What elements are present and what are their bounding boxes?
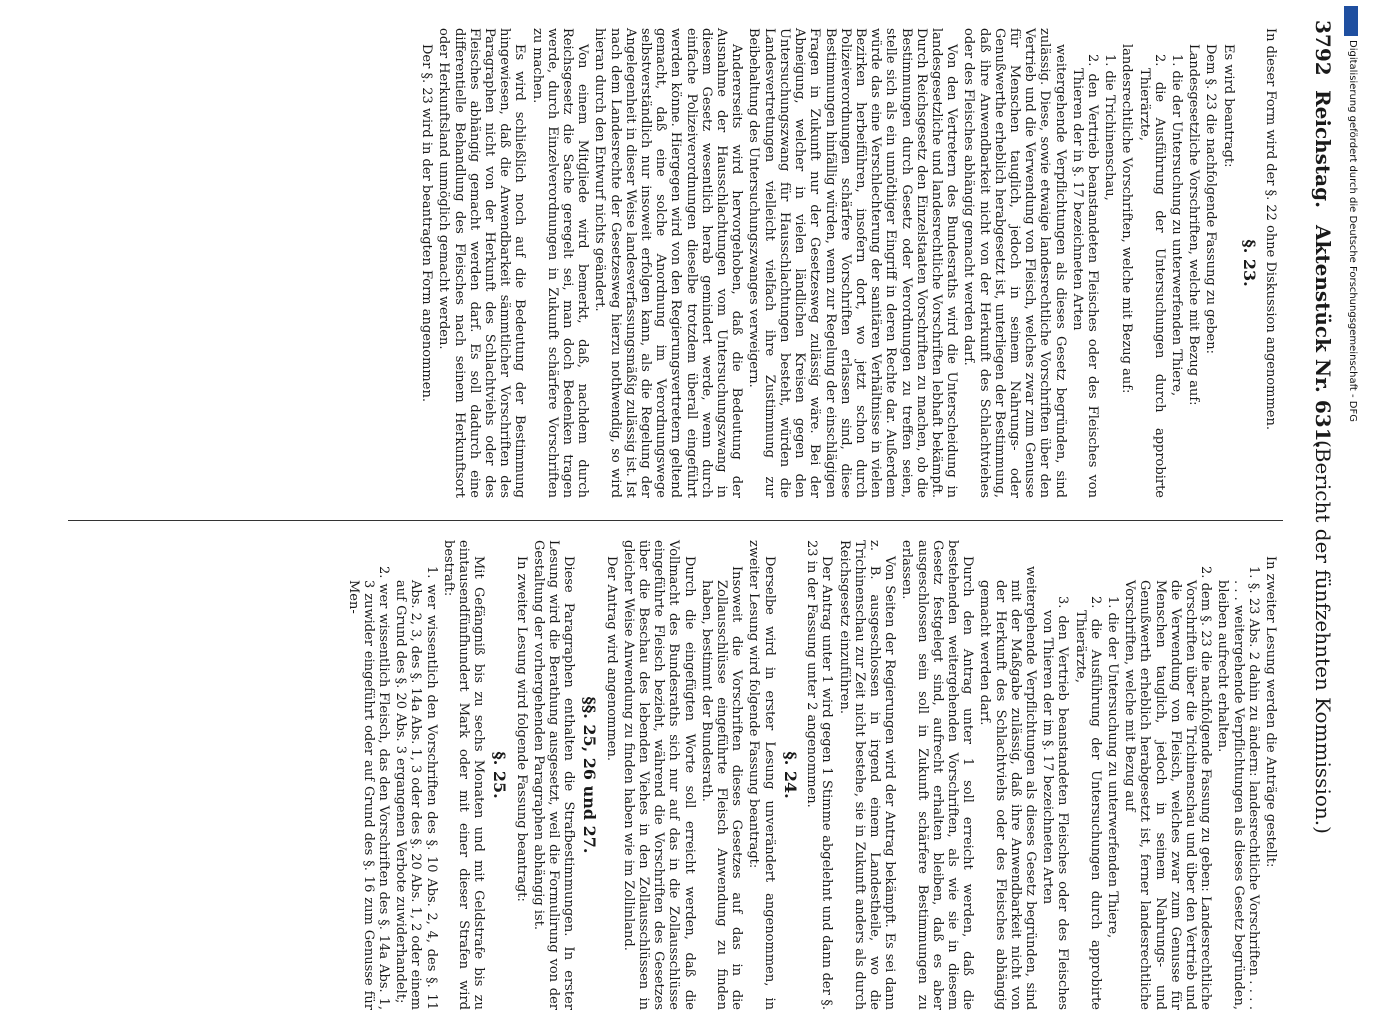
paragraph: Derselbe wird in erster Lesung unverändert angenommen, in zweiter Lesung wird folgende Fassung beantragt: bbox=[746, 540, 777, 1010]
column-divider bbox=[68, 520, 1283, 521]
list-item: 2. die Ausführung der Untersuchungen durch approbirte Thierärzte, bbox=[1136, 54, 1167, 498]
rotated-scan bbox=[58, 20, 1343, 1010]
list-item: 2. den Vertrieb beanstandeten Fleisches oder des Fleisches von Thieren der in §. 17 bezeichneten Arten bbox=[1069, 54, 1100, 498]
list-item: 2. wer wissentlich Fleisch, das den Vorschriften des §. 14a Abs. 1, 3 zuwider eingeführt oder auf Grund des §. 16 zum Genusse für Men- bbox=[345, 566, 392, 1010]
right-column bbox=[343, 540, 1278, 1010]
paragraph: In dieser Form wird der §. 22 ohne Diskussion angenommen. bbox=[1263, 28, 1278, 431]
paragraph: Diese Paragraphen enthalten die Strafbestimmungen. In erster Lesung wird die Berathung ausgesetzt, weil die Formulirung von der Gestaltung der vorhergehenden Paragraphen abhängig ist. bbox=[530, 540, 577, 1010]
list-item: 1. die Trichinenschau, bbox=[1102, 54, 1118, 201]
header-center-title: Aktenstück Nr. 631. bbox=[1311, 225, 1335, 449]
paragraph: Es wird beantragt: bbox=[1220, 44, 1236, 168]
paragraph: Der Antrag wird angenommen. bbox=[603, 556, 619, 762]
paragraph: Von Seiten der Regierungen wird der Antrag bekämpft. Es sei dann z. B. ausgeschlossen in irgend einem Landestheile, wo die Trichinenschau zur Zeit nicht bestehe, sie in Zukunft anders als durch Reichsgesetz einzuführen. bbox=[836, 540, 898, 1010]
page-number: 3792 bbox=[1311, 20, 1335, 76]
paragraph: Mit Gefängniß bis zu sechs Monaten und mit Geldstrafe bis zu eintausendfünfhundert Mark oder mit einer dieser Strafen wird bestraft: bbox=[440, 540, 487, 1010]
paragraph: Andererseits wird hervorgehoben, daß die Bedeutung der Ausnahme der Hausschlachtungen vom Untersuchungszwang in diesem Gesetz wesentlich herab gemindert werde, wenn durch einfache Polizeiverordnungen dieselbe trotzdem überall eingeführt werden könne. Hiergegen wird von den Regierungsvertretern geltend gemacht, daß eine solche Anordnung im Verordnungswege selbstverständlich nur insoweit erfolgen kann, als die Regelung der Angelegenheit in dieser Weise landesverfassungsmäßig zulässig ist. Ist nach dem Landesrechte der Gesetzesweg hierzu nothwendig, so wird hieran durch den Entwurf nichts geändert. bbox=[592, 28, 745, 498]
paragraph: Es wird schließlich noch auf die Bedeutung der Bestimmung hingewiesen, daß die Anwendbarkeit sämmtlicher Vorschriften des Paragraphen nicht von der Herkunft des Schlachtviehs oder des Fleisches abhängig gemacht werden darf. Es soll dadurch eine differentielle Behandlung des Fleisches nach seinem Herkunftsort oder Herkunftsland unmöglich gemacht werden. bbox=[436, 28, 528, 498]
list-item: 1. wer wissentlich den Vorschriften des §. 10 Abs. 2, 4, des §. 11 Abs. 2, 3, des §. 14a Abs. 1, 3 oder des §. 20 Abs. 1, 2 oder einem auf Grund des §. 20 Abs. 3 ergangenen Verbote zuwiderhandelt; bbox=[393, 566, 439, 1010]
header-right-title: (Bericht der fünfzehnten Kommission.) bbox=[1311, 440, 1335, 834]
section-heading: §. 23. bbox=[1239, 239, 1259, 287]
header-left-title: Reichstag. bbox=[1311, 90, 1335, 209]
section-heading: §. 25. bbox=[490, 751, 510, 799]
paragraph: In zweiter Lesung wird folgende Fassung beantragt: bbox=[513, 556, 529, 902]
paragraph: Landesgesetzliche Vorschriften, welche mit Bezug auf: bbox=[1186, 44, 1202, 406]
page-header bbox=[1293, 20, 1343, 980]
side-notice bbox=[1338, 40, 1368, 940]
list-item: 1. die der Untersuchung zu unterwerfenden Thiere, bbox=[1168, 54, 1184, 397]
paragraph: weitergehende Verpflichtungen als dieses Gesetz begründen, sind zulässig. Diese, sowie etwaige landesrechtliche Vorschriften über den Vertrieb und die Verwendung von Fleisch, welches zwar zum Genusse für Menschen tauglich, jedoch in seinem Nahrungs- oder Genußwerthe erheblich herabgesetzt ist, unterliegen der Bestimmung, daß ihre Anwendbarkeit nicht von der Herkunft des Schlachtviehes oder des Fleisches abhängig gemacht werden darf. bbox=[961, 28, 1068, 498]
paragraph: Von den Vertretern des Bundesraths wird die Unterscheidung in landesgesetzliche und landesrechtliche Vorschriften lebhaft bekämpft. Durch Reichsgesetz den Einzelstaaten Vorschriften zu machen, ob die Bestimmungen durch Gesetz oder Verordnungen zu treffen seien, stelle sich als ein unnöthiger Eingriff in deren Rechte dar. Außerdem würde das eine Verschlechterung der sanitären Verhältnisse in vielen Bezirken herbeiführen, insofern dort, wo jetzt schon durch Polizeiverordnungen schärfere Vorschriften erlassen sind, diese Bestimmungen hinfällig würden, wenn zur Regelung der einschlägigen Fragen in Zukunft nur der Gesetzesweg zulässig wäre. Bei der Abneigung, welcher in vielen ländlichen Kreisen gegen den Untersuchungszwang für Hausschlachtungen besteht, würden die Landesvertretungen vielleicht vielfach ihre Zustimmung zur Beibehaltung des Untersuchungszwanges verweigern. bbox=[746, 28, 960, 498]
paragraph: Von einem Mitgliede wird bemerkt, daß, nachdem durch Reichsgesetz die Sache geregelt sei, man doch Bedenken tragen werde, durch Einzelverordnungen in Zukunft schärfere Vorschriften zu machen. bbox=[529, 28, 591, 498]
paragraph: Durch den Antrag unter 1 soll erreicht werden, daß die bestehenden weitergehenden Vorschriften, als wie sie in diesem Gesetz festgelegt sind, aufrecht erhalten bleiben, daß es aber ausgeschlossen sein soll in Zukunft schärfere Bestimmungen zu erlassen. bbox=[899, 540, 976, 1010]
section-heading: §§. 25, 26 und 27. bbox=[580, 696, 600, 854]
paragraph: landesrechtliche Vorschriften, welche mit Bezug auf: bbox=[1119, 44, 1135, 394]
dfg-logo bbox=[1344, 6, 1358, 36]
list-item: 1. §. 23 Abs. 2 dahin zu ändern: landesrechtliche Vorschriften . . . . . . . weitergehende Verpflichtungen als dieses Gesetz begründen, bleiben aufrecht erhalten. bbox=[1215, 566, 1261, 1010]
side-notice-text: Digitalisierung gefördert durch die Deutsche Forschungsgemeinschaft - DFG bbox=[1347, 40, 1358, 423]
left-column bbox=[417, 28, 1278, 498]
list-item: 2. die Ausführung der Untersuchungen durch approbirte Thierärzte, bbox=[1072, 596, 1103, 1010]
list-item: 2. dem §. 23 die nachfolgende Fassung zu geben: Landesrechtliche Vorschriften über die Trichinenschau und über den Vertrieb und die Verwendung von Fleisch, welches zwar zum Genusse für Menschen tauglich, jedoch in seinem Nahrungs- und Genußwerth erheblich herabgesetzt ist, ferner landesrechtliche Vorschriften, welche mit Bezug auf bbox=[1122, 566, 1214, 1010]
paragraph: In zweiter Lesung werden die Anträge gestellt: bbox=[1263, 556, 1278, 868]
paragraph: weitergehende Verpflichtungen als dieses Gesetz begründen, sind mit der Maßgabe zulässig, daß ihre Anwendbarkeit nicht von der Herkunft des Schlachtviehs oder des Fleisches abhängig gemacht werden darf. bbox=[977, 566, 1038, 1010]
section-heading: §. 24. bbox=[780, 751, 800, 799]
paragraph: Dem §. 23 die nachfolgende Fassung zu geben: bbox=[1203, 44, 1219, 354]
list-item: 3. den Vertrieb beanstandeten Fleisches oder des Fleisches von Thieren der im §. 17 bezeichneten Arten bbox=[1040, 596, 1071, 1010]
paragraph: Durch die eingefügten Worte soll erreicht werden, daß die Vollmacht des Bundesraths sich nur auf das in die Zollausschlüsse eingeführte Fleisch bezieht, während die Vorschriften des Gesetzes über die Beschau des lebenden Viehes in den Zollausschlüssen in gleicher Weise Anwendung zu finden haben wie im Zollinland. bbox=[620, 540, 697, 1010]
list-item: 1. die der Untersuchung zu unterwerfenden Thiere, bbox=[1104, 596, 1120, 939]
paragraph: Der Antrag unter 1 wird gegen 1 Stimme abgelehnt und dann der §. 23 in der Fassung unter 2 angenommen. bbox=[804, 540, 835, 1010]
paragraph: Der §. 23 wird in der beantragten Form angenommen. bbox=[419, 44, 435, 402]
paragraph: Insoweit die Vorschriften dieses Gesetzes auf das in die Zollausschlüsse eingeführte Fleisch Anwendung zu finden haben, bestimmt der Bundesrath. bbox=[698, 566, 745, 1010]
